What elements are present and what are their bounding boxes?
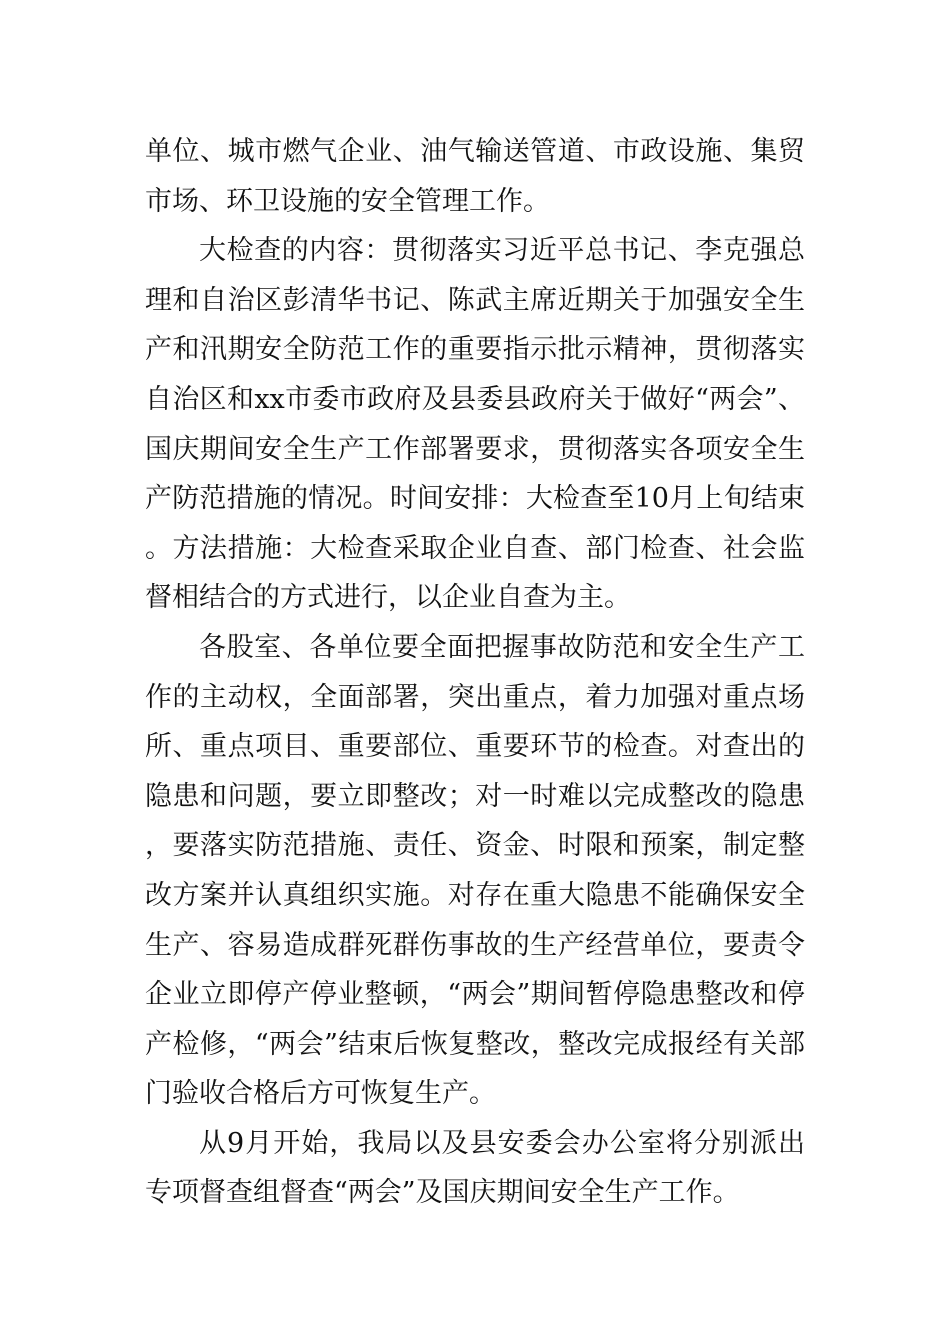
paragraph-2: 大检查的内容：贯彻落实习近平总书记、李克强总理和自治区彭清华书记、陈武主席近期关于加强安全生产和汛期安全防范工作的重要指示批示精神，贯彻落实自治区和xx市委市政府及县委县政府关于做好“两会”、国庆期间安全生产工作部署要求，贯彻落实各项安全生产防范措施的情况。时间安排：大检查至10月上旬结束。方法措施：大检查采取企业自查、部门检查、社会监督相结合的方式进行，以企业自查为主。	[145, 235, 805, 614]
paragraph-1: 单位、城市燃气企业、油气输送管道、市政设施、集贸市场、环卫设施的安全管理工作。	[145, 136, 805, 217]
paragraph-3: 各股室、各单位要全面把握事故防范和安全生产工作的主动权，全面部署，突出重点，着力加强对重点场所、重点项目、重要部位、重要环节的检查。对查出的隐患和问题，要立即整改；对一时难以完成整改的隐患，要落实防范措施、责任、资金、时限和预案，制定整改方案并认真组织实施。对存在重大隐患不能确保安全生产、容易造成群死群伤事故的生产经营单位，要责令企业立即停产停业整顿，“两会”期间暂停隐患整改和停产检修，“两会”结束后恢复整改，整改完成报经有关部门验收合格后方可恢复生产。	[145, 631, 805, 1110]
document-page	[145, 127, 805, 1218]
paragraph-4: 从9月开始，我局以及县安委会办公室将分别派出专项督查组督查“两会”及国庆期间安全生产工作。	[145, 1127, 805, 1209]
